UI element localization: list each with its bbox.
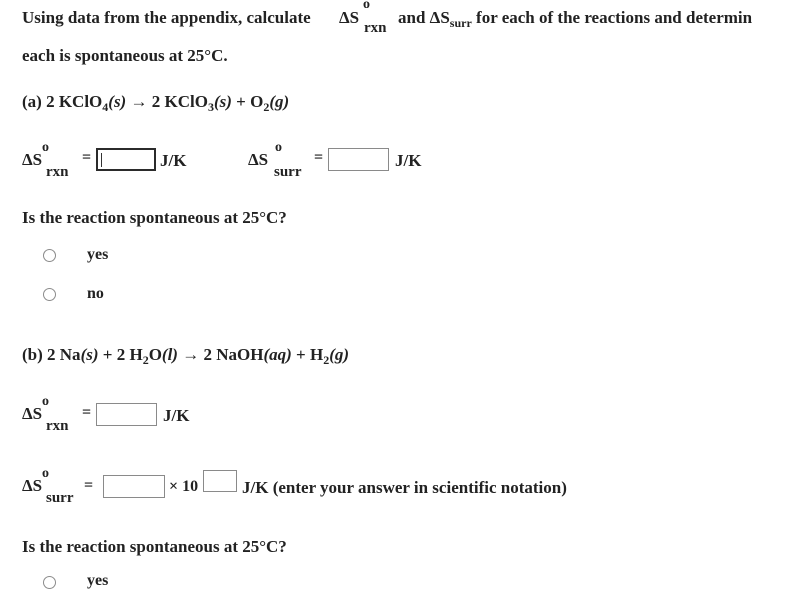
delta-s-rxn-symbol-b: ΔS o rxn [22,394,69,434]
equals-sign: = [82,404,92,421]
question-intro-cont: and $\Delta S_{surr}$ for each of the reactions and determin [398,8,753,30]
delta-s-rxn-symbol-header: ΔS o rxn [339,0,387,36]
option-no-a[interactable]: no [87,285,104,302]
delta-s-surr-symbol-a: ΔS o surr [248,140,302,180]
equals-sign: = [84,477,94,494]
question-intro: Using data from the appendix, calculate [22,8,311,27]
times-ten-label: × 10 [169,478,199,495]
delta-s-surr-b-exponent-input[interactable] [203,470,237,492]
radio-yes-b[interactable] [43,576,56,589]
radio-no-a[interactable] [43,288,56,301]
delta-s-surr-symbol-b: ΔS o surr [22,466,74,506]
delta-s-rxn-a-input[interactable] [96,148,156,171]
radio-yes-a[interactable] [43,249,56,262]
option-yes-b[interactable]: yes [87,572,109,589]
spontaneous-question-b: Is the reaction spontaneous at 25°C? [22,537,287,556]
delta-s-surr-a-input[interactable] [328,148,389,171]
question-intro-line2: each is spontaneous at 25°C. [22,46,228,65]
sci-notation-instruction: J/K (enter your answer in scientific notation) [242,478,567,497]
spontaneous-question-a: Is the reaction spontaneous at 25°C? [22,208,287,227]
delta-s-surr-b-mantissa-input[interactable] [103,475,165,498]
reaction-b: (b) 2 Na(s) + 2 $H_2O(l) \to 2$ NaOH(aq) + $H_2(g)$ [22,345,350,367]
delta-s-rxn-b-input[interactable] [96,403,157,426]
option-yes-a[interactable]: yes [87,246,109,263]
unit-label: J/K [163,406,190,425]
unit-label: J/K [160,151,187,170]
reaction-a: (a) 2 KClO$_4$(s) → 2 KClO$_3$(s) + $O_2(g)$ [22,92,290,114]
unit-label: J/K [395,151,422,170]
equals-sign: = [82,149,92,166]
equals-sign: = [314,149,324,166]
delta-s-rxn-symbol-a: ΔS o rxn [22,140,69,180]
